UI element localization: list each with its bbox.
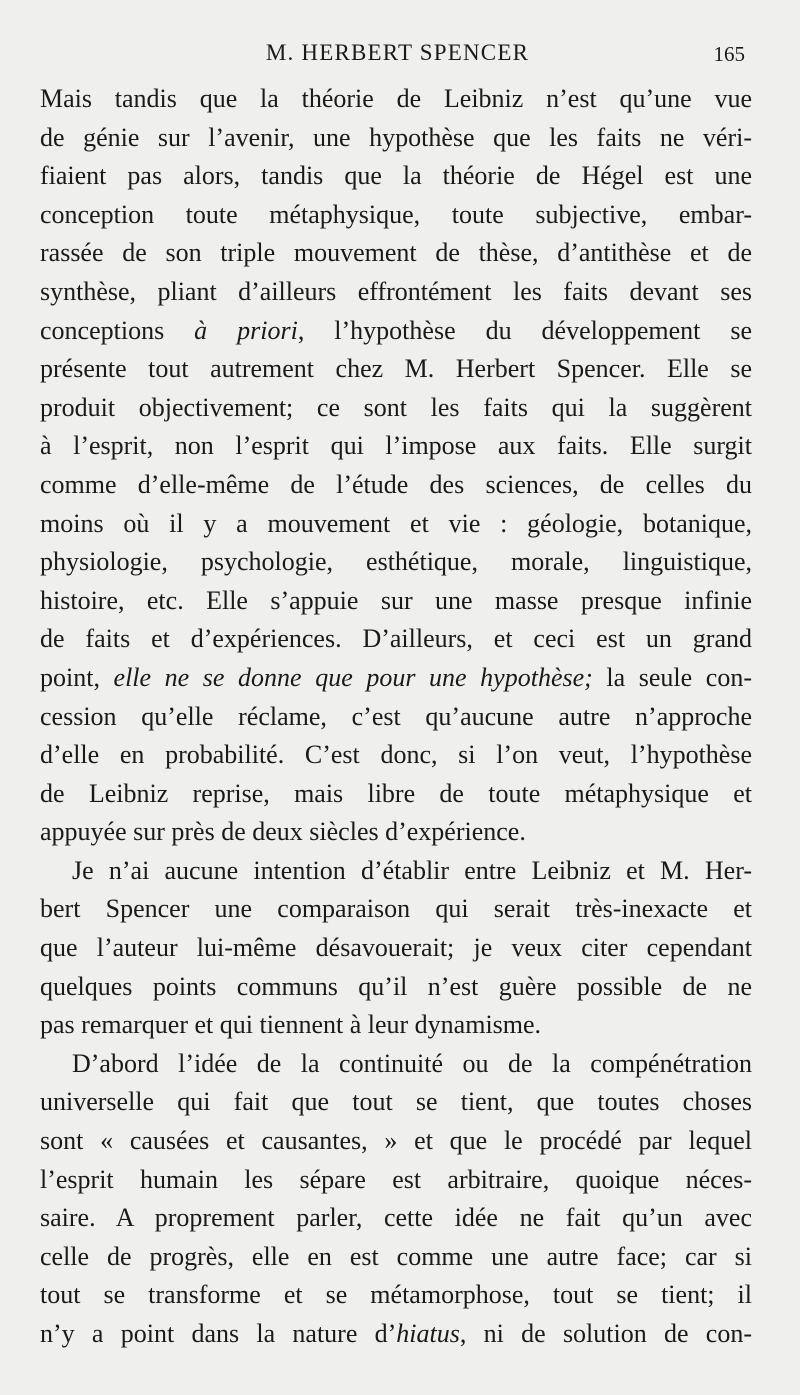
text-line: quelques points communs qu’il n’est guère possible de ne <box>40 971 752 1001</box>
text-line: comme d’elle-même de l’étude des sciences, de celles du <box>40 469 752 499</box>
text-line: fiaient pas alors, tandis que la théorie de Hégel est une <box>40 161 752 191</box>
text-line: moins où il y a mouvement et vie : géologie, botanique, <box>40 508 752 538</box>
text-line: point, elle ne se donne que pour une hypothèse; la seule con- <box>40 662 752 692</box>
text-line: synthèse, pliant d’ailleurs effrontément les faits devant ses <box>40 276 752 306</box>
text-line: Mais tandis que la théorie de Leibniz n’est qu’une vue <box>40 84 752 113</box>
text-line: cession qu’elle réclame, c’est qu’aucune autre n’approche <box>40 701 752 731</box>
text-line: l’esprit humain les sépare est arbitraire, quoique néces- <box>40 1164 752 1194</box>
text-line: de faits et d’expériences. D’ailleurs, et ceci est un grand <box>40 624 752 654</box>
text-line: de génie sur l’avenir, une hypothèse que les faits ne véri- <box>40 122 752 152</box>
text-line: appuyée sur près de deux siècles d’expérience. <box>40 817 526 847</box>
text-line: saire. A proprement parler, cette idée ne fait qu’un avec <box>40 1203 752 1233</box>
text-line: n’y a point dans la nature d’hiatus, ni de solution de con- <box>40 1319 753 1348</box>
text-line: sont « causées et causantes, » et que le procédé par lequel <box>40 1126 752 1156</box>
text-line: produit objectivement; ce sont les faits qui la suggèrent <box>40 392 752 422</box>
italic-word: hiatus <box>396 1319 460 1348</box>
text-line: histoire, etc. Elle s’appuie sur une masse presque infinie <box>40 585 752 615</box>
running-head <box>40 38 755 72</box>
text-line: bert Spencer une comparaison qui serait très-inexacte et <box>40 894 752 924</box>
text-line: Je n’ai aucune intention d’établir entre Leibniz et M. Her- <box>72 855 752 885</box>
page-number: 165 <box>713 42 745 66</box>
italic-phrase: à priori <box>194 315 298 345</box>
text-line: tout se transforme et se métamorphose, tout se tient; il <box>40 1280 752 1310</box>
text-line: conceptions à priori, l’hypothèse du développement se <box>40 315 753 345</box>
body-text <box>40 80 752 1354</box>
text-line: universelle qui fait que tout se tient, que toutes choses <box>40 1087 752 1117</box>
text-line: d’elle en probabilité. C’est donc, si l’on veut, l’hypothèse <box>40 740 752 770</box>
text-line: que l’auteur lui-même désavouerait; je veux citer cependant <box>40 933 752 963</box>
text-line: physiologie, psychologie, esthétique, morale, linguistique, <box>40 547 752 577</box>
text-line: présente tout autrement chez M. Herbert Spencer. Elle se <box>40 354 752 384</box>
italic-phrase: elle ne se donne que pour une hypothèse; <box>113 662 593 692</box>
text-line: pas remarquer et qui tiennent à leur dynamisme. <box>40 1010 542 1040</box>
text-line: de Leibniz reprise, mais libre de toute métaphysique et <box>40 778 752 808</box>
text-line: celle de progrès, elle en est comme une autre face; car si <box>40 1241 752 1271</box>
text-line: D’abord l’idée de la continuité ou de la compénétration <box>72 1048 752 1078</box>
text-line: conception toute métaphysique, toute subjective, embar- <box>40 199 752 229</box>
running-title: M. HERBERT SPENCER <box>265 40 530 65</box>
text-line: à l’esprit, non l’esprit qui l’impose aux faits. Elle surgit <box>40 431 752 461</box>
text-line: rassée de son triple mouvement de thèse, d’antithèse et de <box>40 238 752 268</box>
